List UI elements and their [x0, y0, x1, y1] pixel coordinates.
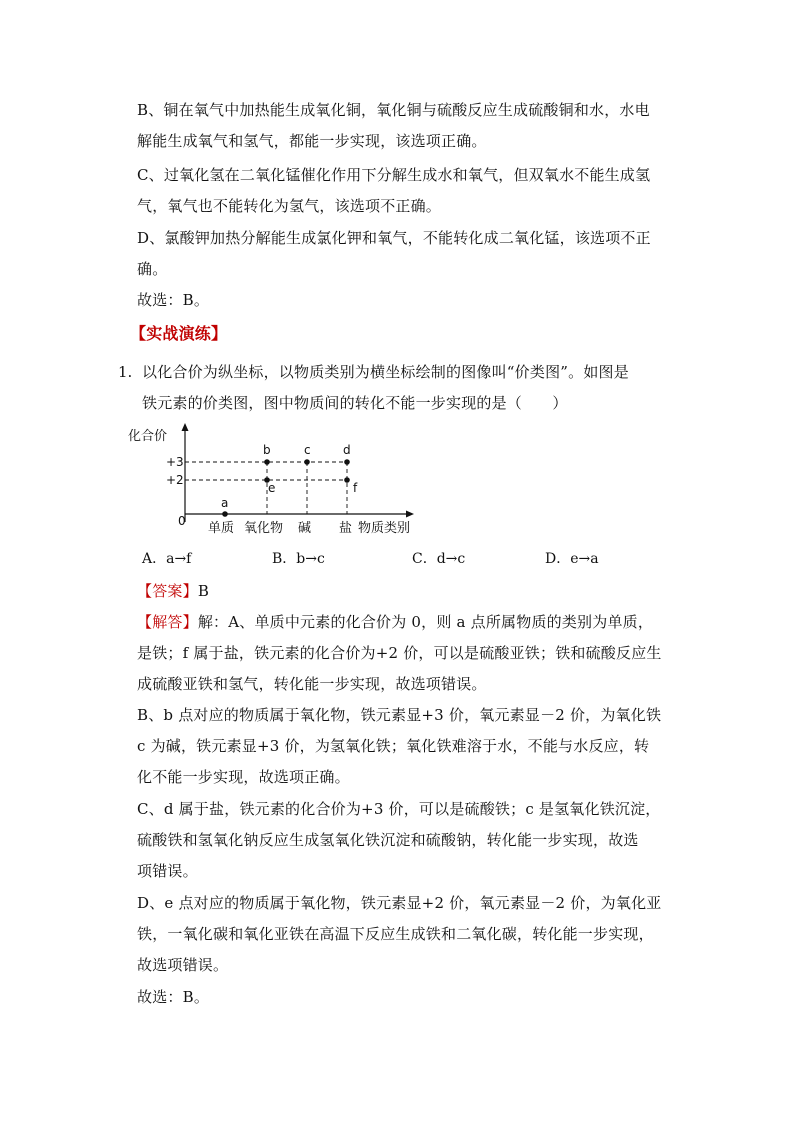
solution-B-line2: c 为碱，铁元素显+3 价，为氢氧化铁；氧化铁难溶于水，不能与水反应，转: [137, 737, 650, 755]
option-D[interactable]: D．e→a: [545, 551, 599, 567]
y-axis-arrow: [182, 423, 189, 431]
solution-D-line1: D、e 点对应的物质属于氧化物，铁元素显+2 价，氧元素显－2 价，为氧化亚: [137, 894, 662, 912]
solution-A-line2: 是铁；f 属于盐，铁元素的化合价为+2 价，可以是硫酸亚铁；铁和硫酸反应生: [137, 644, 662, 662]
prev-analysis-D-line1: D、氯酸钾加热分解能生成氯化钾和氧气，不能转化成二氧化锰，该选项不正: [137, 229, 651, 247]
x-tick-elemental: 单质: [208, 521, 235, 536]
point-label-d: d: [343, 443, 351, 457]
origin-label: 0: [178, 514, 186, 528]
prev-analysis-C-line2: 气，氧气也不能转化为氢气，该选项不正确。: [137, 197, 442, 215]
option-B[interactable]: B．b→c: [272, 551, 325, 567]
answer-value: B: [197, 582, 210, 600]
solution-intro: 解：A、单质中元素的化合价为 0，则 a 点所属物质的类别为单质，: [197, 613, 654, 631]
option-C[interactable]: C．d→c: [412, 551, 466, 567]
dashed-guides: [185, 462, 347, 514]
x-axis-label: 物质类别: [358, 521, 411, 536]
question-number: 1.: [118, 363, 133, 381]
y-tick-plus2: +2: [166, 473, 184, 487]
solution-D-line3: 故选项错误。: [137, 956, 229, 974]
question-line1: 以化合价为纵坐标，以物质类别为横坐标绘制的图像叫“价类图”。如图是: [142, 363, 629, 381]
solution-B-line3: 化不能一步实现，故选项正确。: [137, 768, 350, 786]
point-label-c: c: [304, 443, 311, 457]
solution-A-line3: 成硫酸亚铁和氢气，转化能一步实现，故选项错误。: [137, 675, 487, 693]
prev-analysis-D-line2: 确。: [137, 260, 168, 278]
point-label-b: b: [263, 443, 271, 457]
answer-line: [137, 581, 209, 601]
option-A[interactable]: A．a→f: [142, 551, 192, 567]
point-c: [304, 459, 310, 465]
solution-choice: 故选：B。: [137, 988, 210, 1006]
solution-intro-line: [137, 612, 653, 632]
x-axis-arrow: [406, 511, 414, 518]
point-b: [264, 459, 270, 465]
solution-C-line1: C、d 属于盐，铁元素的化合价为+3 价，可以是硫酸铁；c 是氢氧化铁沉淀，: [137, 800, 661, 818]
y-tick-plus3: +3: [166, 455, 184, 469]
point-label-f: f: [353, 481, 358, 495]
prev-analysis-choice: 故选：B。: [137, 291, 210, 309]
solution-B-line1: B、b 点对应的物质属于氧化物，铁元素显+3 价，氧元素显－2 价，为氧化铁: [137, 706, 662, 724]
section-heading: 【实战演练】: [130, 324, 228, 343]
solution-D-line2: 铁，一氧化碳和氧化亚铁在高温下反应生成铁和二氧化碳，转化能一步实现，: [137, 925, 654, 943]
solution-C-line3: 项错误。: [137, 862, 198, 880]
prev-analysis-C-line1: C、过氧化氢在二氧化锰催化作用下分解生成水和氧气，但双氧水不能生成氢: [137, 166, 651, 184]
point-label-e: e: [268, 481, 276, 495]
solution-label: 【解答】: [137, 613, 198, 631]
point-d: [344, 459, 350, 465]
valence-category-chart: [120, 420, 440, 540]
prev-analysis-B-line2: 解能生成氧气和氢气，都能一步实现，该选项正确。: [137, 132, 487, 150]
x-tick-base: 碱: [298, 521, 312, 536]
x-tick-oxide: 氧化物: [244, 521, 284, 536]
solution-C-line2: 硫酸铁和氢氧化钠反应生成氢氧化铁沉淀和硫酸钠，转化能一步实现，故选: [137, 831, 639, 849]
prev-analysis-B-line1: B、铜在氧气中加热能生成氧化铜，氧化铜与硫酸反应生成硫酸铜和水，水电: [137, 101, 650, 119]
point-a: [222, 511, 228, 517]
point-label-a: a: [221, 496, 229, 510]
y-axis-label: 化合价: [128, 429, 168, 444]
point-f: [344, 477, 350, 483]
question-line2: 铁元素的价类图，图中物质间的转化不能一步实现的是（ ）: [142, 394, 568, 412]
answer-label: 【答案】: [137, 582, 198, 600]
x-tick-salt: 盐: [339, 521, 353, 536]
